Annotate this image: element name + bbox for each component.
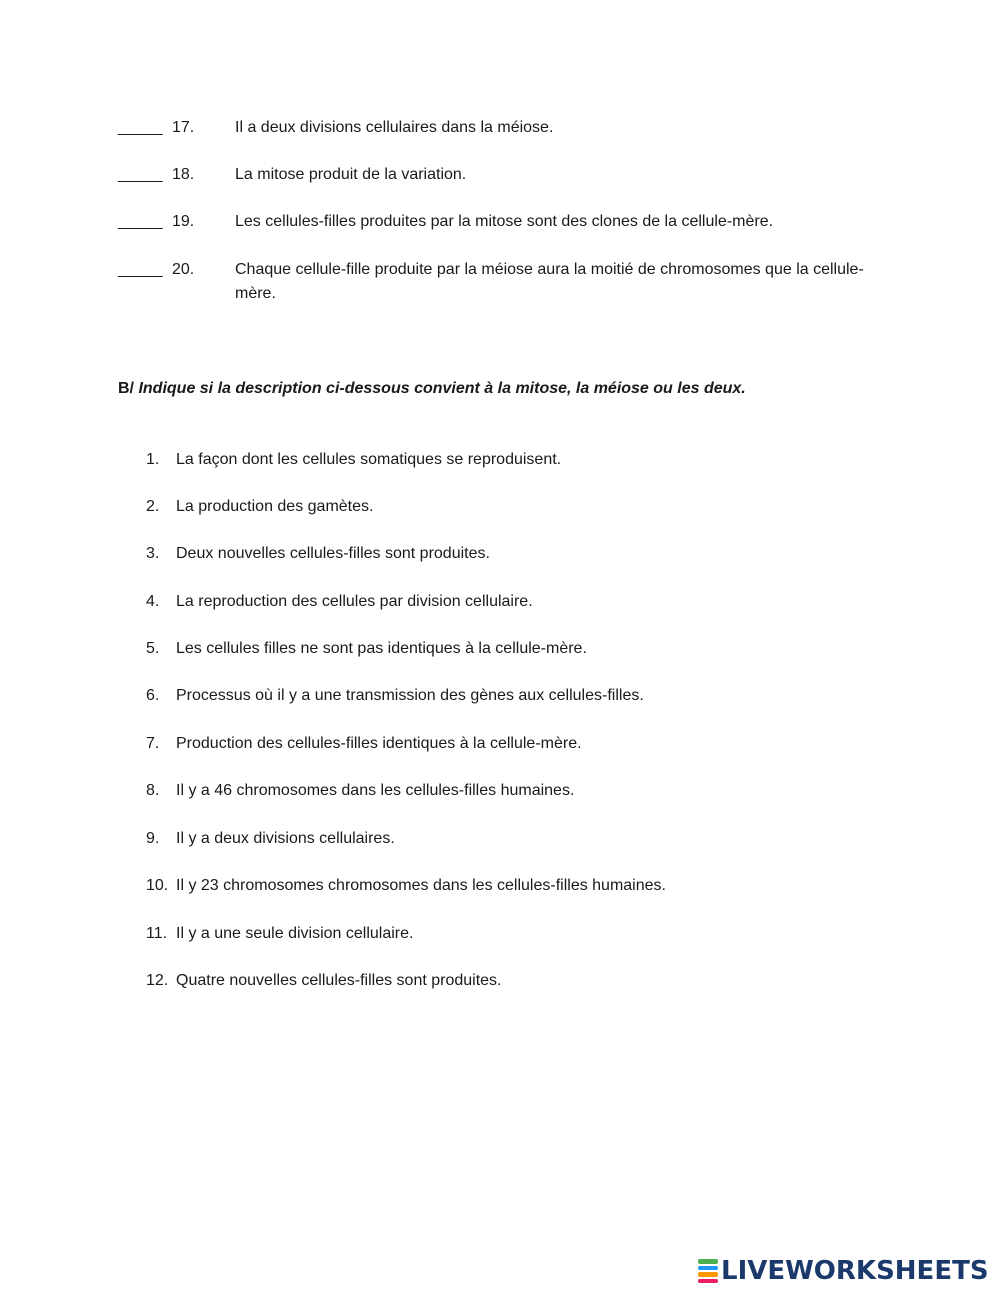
list-item <box>146 448 846 472</box>
question-number: 19. <box>172 213 195 230</box>
item-number: 6. <box>146 687 160 704</box>
list-item <box>146 495 846 519</box>
section-b-heading <box>118 377 746 401</box>
question-number: 17. <box>172 119 195 136</box>
list-item <box>146 684 846 708</box>
item-number: 9. <box>146 830 160 847</box>
question-text: Il a deux divisions cellulaires dans la méiose. <box>235 119 554 136</box>
section-b-instruction: Indique si la description ci-dessous convient à la mitose, la méiose ou les deux. <box>138 380 746 397</box>
list-item <box>146 542 846 566</box>
list-item <box>146 779 846 803</box>
question-text: Chaque cellule-fille produite par la méiose aura la moitié de chromosomes que la cellule-mère. <box>235 261 864 302</box>
item-number: 1. <box>146 451 160 468</box>
item-number: 4. <box>146 593 160 610</box>
item-text: Il y a deux divisions cellulaires. <box>176 830 395 847</box>
item-text: Production des cellules-filles identiques à la cellule-mère. <box>176 735 582 752</box>
item-number: 12. <box>146 972 169 989</box>
list-item <box>146 874 846 898</box>
item-text: Deux nouvelles cellules-filles sont produites. <box>176 545 490 562</box>
item-number: 11. <box>146 925 168 942</box>
item-number: 2. <box>146 498 160 515</box>
liveworksheets-logo <box>698 1255 989 1287</box>
item-text: La reproduction des cellules par division cellulaire. <box>176 593 533 610</box>
question-text: Les cellules-filles produites par la mitose sont des clones de la cellule-mère. <box>235 213 774 230</box>
question-text: La mitose produit de la variation. <box>235 166 467 183</box>
list-item <box>146 637 846 661</box>
item-number: 10. <box>146 877 169 894</box>
list-item <box>146 590 846 614</box>
item-number: 8. <box>146 782 160 799</box>
item-text: La façon dont les cellules somatiques se reproduisent. <box>176 451 562 468</box>
list-item <box>146 827 846 851</box>
answer-blank[interactable]: _____ <box>118 213 163 230</box>
logo-text: LIVEWORKSHEETS <box>721 1256 989 1286</box>
item-number: 5. <box>146 640 160 657</box>
item-text: Quatre nouvelles cellules-filles sont produites. <box>176 972 502 989</box>
answer-blank[interactable]: _____ <box>118 119 163 136</box>
item-text: Processus où il y a une transmission des gènes aux cellules-filles. <box>176 687 644 704</box>
item-text: Il y 23 chromosomes chromosomes dans les cellules-filles humaines. <box>176 877 666 894</box>
answer-blank[interactable]: _____ <box>118 166 163 183</box>
list-item <box>146 732 846 756</box>
item-text: Il y a une seule division cellulaire. <box>176 925 414 942</box>
logo-badge-icon <box>698 1258 718 1284</box>
item-number: 7. <box>146 735 160 752</box>
item-text: Il y a 46 chromosomes dans les cellules-filles humaines. <box>176 782 575 799</box>
item-text: La production des gamètes. <box>176 498 374 515</box>
list-item <box>146 922 846 946</box>
item-text: Les cellules filles ne sont pas identiques à la cellule-mère. <box>176 640 587 657</box>
question-number: 18. <box>172 166 195 183</box>
item-number: 3. <box>146 545 160 562</box>
section-b-prefix: B/ <box>118 380 134 397</box>
list-item <box>146 969 846 993</box>
question-number: 20. <box>172 261 195 278</box>
answer-blank[interactable]: _____ <box>118 261 163 278</box>
